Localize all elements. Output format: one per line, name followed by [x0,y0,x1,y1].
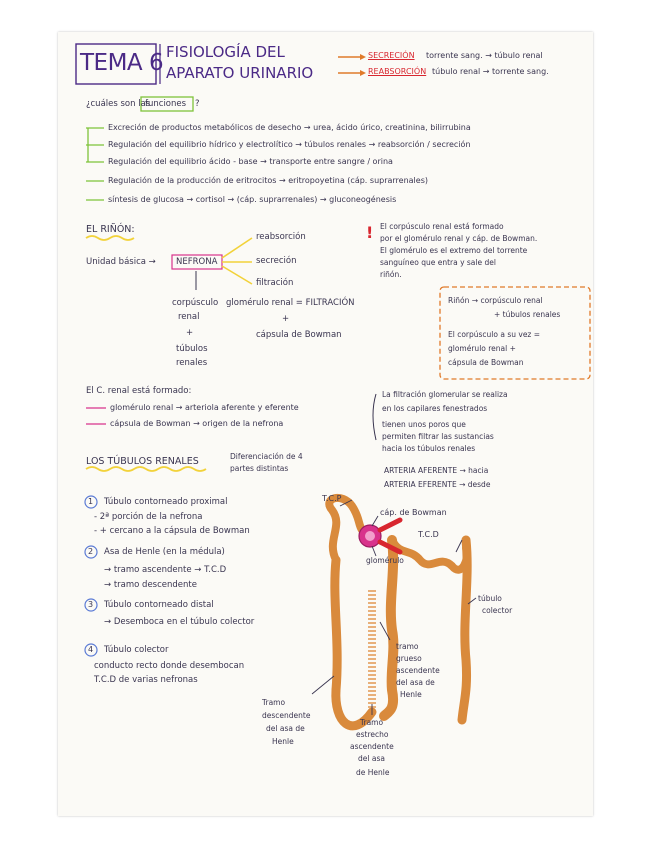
crenal-item: cápsula de Bowman → origen de la nefrona [110,419,284,428]
tcd-shape [392,540,467,570]
crenal-item: glomérulo renal → arteriola aferente y eferente [110,403,299,412]
crenal-arrows [86,408,106,424]
funciones-question-end: ? [195,99,200,109]
funcion-item: Excreción de productos metabólicos de desecho → urea, ácido úrico, creatinina, bilirrubina [108,123,471,132]
funcion-item: Regulación del equilibrio ácido - base → transporte entre sangre / orina [108,157,393,166]
reabsorcion-arrowhead [360,70,366,76]
tramo-grueso-label: del asa de [396,678,435,687]
tramo-desc-label: del asa de [266,724,305,733]
tramo-grueso-shape [384,540,393,716]
funciones-question: ¿cuáles son las [86,99,151,109]
note-line: riñón. [380,270,402,279]
filtration-note: hacia los túbulos renales [382,444,476,453]
nefrona-branch: filtración [256,278,294,288]
page-title-line2: APARATO URINARIO [166,64,314,82]
nephron-diagram [312,498,476,726]
tramo-descendente-shape [335,560,337,690]
glomerulo-filtracion: glomérulo renal = FILTRACIÓN [226,298,355,308]
filtration-note: en los capilares fenestrados [382,404,488,413]
note-line: El corpúsculo renal está formado [380,222,504,231]
funcion-item: Regulación de la producción de eritrocitos → eritropoyetina (cáp. suprarrenales) [108,176,428,185]
tramo-fino-label: estrecho [356,730,389,739]
tubulo-colector-label: túbulo [478,594,502,603]
section-number: 3 [88,600,94,609]
box-line: Riñón → corpúsculo renal [448,296,543,305]
arteriola-aferente [380,520,400,530]
rinon-underline [86,236,134,240]
arteria-eferente: ARTERIA EFERENTE → desde [384,480,491,489]
nefrona-branch: reabsorción [256,232,306,242]
capsula-label: cápsula de Bowman [256,330,342,340]
rinon-heading: EL RIÑÓN: [86,224,135,235]
tubulos-subtitle: partes distintas [230,464,289,473]
renal-label: renal [178,312,200,322]
tramo-desc-label: Tramo [262,698,286,707]
nefrona-label: NEFRONA [176,257,218,267]
section-title: Túbulo contorneado distal [104,600,214,610]
section-number: 2 [88,547,94,556]
corpusculo-label: corpúsculo [172,298,219,308]
tubulos-label: túbulos [176,344,208,354]
section-line: - 2ª porción de la nefrona [94,512,203,522]
page-title-line1: FISIOLOGÍA DEL [166,43,285,61]
section-line: - + cercano a la cápsula de Bowman [94,526,250,536]
note-line: El glomérulo es el extremo del torrente [380,246,528,255]
section-line: → Desemboca en el túbulo colector [104,617,255,627]
reabsorcion-label: REABSORCIÓN [368,67,427,76]
tubulos-subtitle: Diferenciación de 4 [230,452,303,461]
tubulos-heading: LOS TÚBULOS RENALES [86,456,199,467]
section-line: T.C.D de varias nefronas [94,675,198,685]
tcp-label: T.C.P [322,494,342,503]
section-line: → tramo descendente [104,580,197,590]
secrecion-arrowhead [360,54,366,60]
tramo-grueso-label: tramo [396,642,419,651]
nefrona-branch: secreción [256,256,297,266]
tcp-shape [329,498,362,560]
secrecion-flow: torrente sang. → túbulo renal [426,51,543,60]
secrecion-label: SECRECIÓN [368,51,415,60]
glomerulo-shape [365,531,375,541]
tramo-fino-label: de Henle [356,768,390,777]
filtration-note: tienen unos poros que [382,420,466,429]
tramo-fino-label: del asa [358,754,385,763]
funciones-highlight: funciones [145,99,187,109]
filtration-note: permiten filtrar las sustancias [382,432,494,441]
renales-label: renales [176,358,208,368]
warning-icon: ! [366,223,374,242]
tema-number: TEMA 6 [80,50,164,76]
funcion-item: síntesis de glucosa → cortisol → (cáp. suprarrenales) → gluconeogénesis [108,195,397,204]
tramo-desc-label: descendente [262,711,311,720]
section-line: conducto recto donde desembocan [94,661,245,671]
section-number: 4 [88,645,94,654]
tubulo-colector-label: colector [482,606,513,615]
section-line: → tramo ascendente → T.C.D [104,565,227,575]
tcd-label: T.C.D [418,530,439,539]
tramo-fino-label: ascendente [350,742,394,751]
box-line: + túbulos renales [494,310,561,319]
section-title: Túbulo contorneado proximal [104,497,228,507]
tramo-grueso-label: ascendente [396,666,440,675]
list-arrows [86,128,104,200]
note-line: por el glomérulo renal y cáp. de Bowman. [380,234,538,243]
filtration-note: La filtración glomerular se realiza [382,390,508,399]
tramo-desc-label: Henle [272,737,294,746]
cap-bowman-label: cáp. de Bowman [380,508,447,517]
plus-sign: + [282,314,290,324]
plus-sign: + [186,328,194,338]
filtration-bracket [373,394,376,440]
funcion-item: Regulación del equilibrio hídrico y electrolítico → túbulos renales → reabsorción / secreción [108,140,471,149]
tramo-grueso-label: Henle [400,690,422,699]
tubulos-underline [86,467,206,471]
tramo-grueso-label: grueso [396,654,422,663]
nefrona-branch-arrows [222,238,252,284]
box-line: cápsula de Bowman [448,358,524,367]
crenal-intro: El C. renal está formado: [86,386,192,396]
reabsorcion-flow: túbulo renal → torrente sang. [432,67,549,76]
section-title: Túbulo colector [104,645,169,655]
note-line: sanguíneo que entra y sale del [380,258,496,267]
tramo-fino-label: Tramo [360,718,384,727]
box-line: El corpúsculo a su vez = [448,330,541,339]
glomerulo-label: glomérulo [366,556,404,565]
arteria-aferente: ARTERIA AFERENTE → hacia [384,466,489,475]
box-line: glomérulo renal + [448,344,516,353]
unidad-basica: Unidad básica → [86,257,156,267]
section-title: Asa de Henle (en la médula) [104,547,225,557]
section-number: 1 [88,497,94,506]
